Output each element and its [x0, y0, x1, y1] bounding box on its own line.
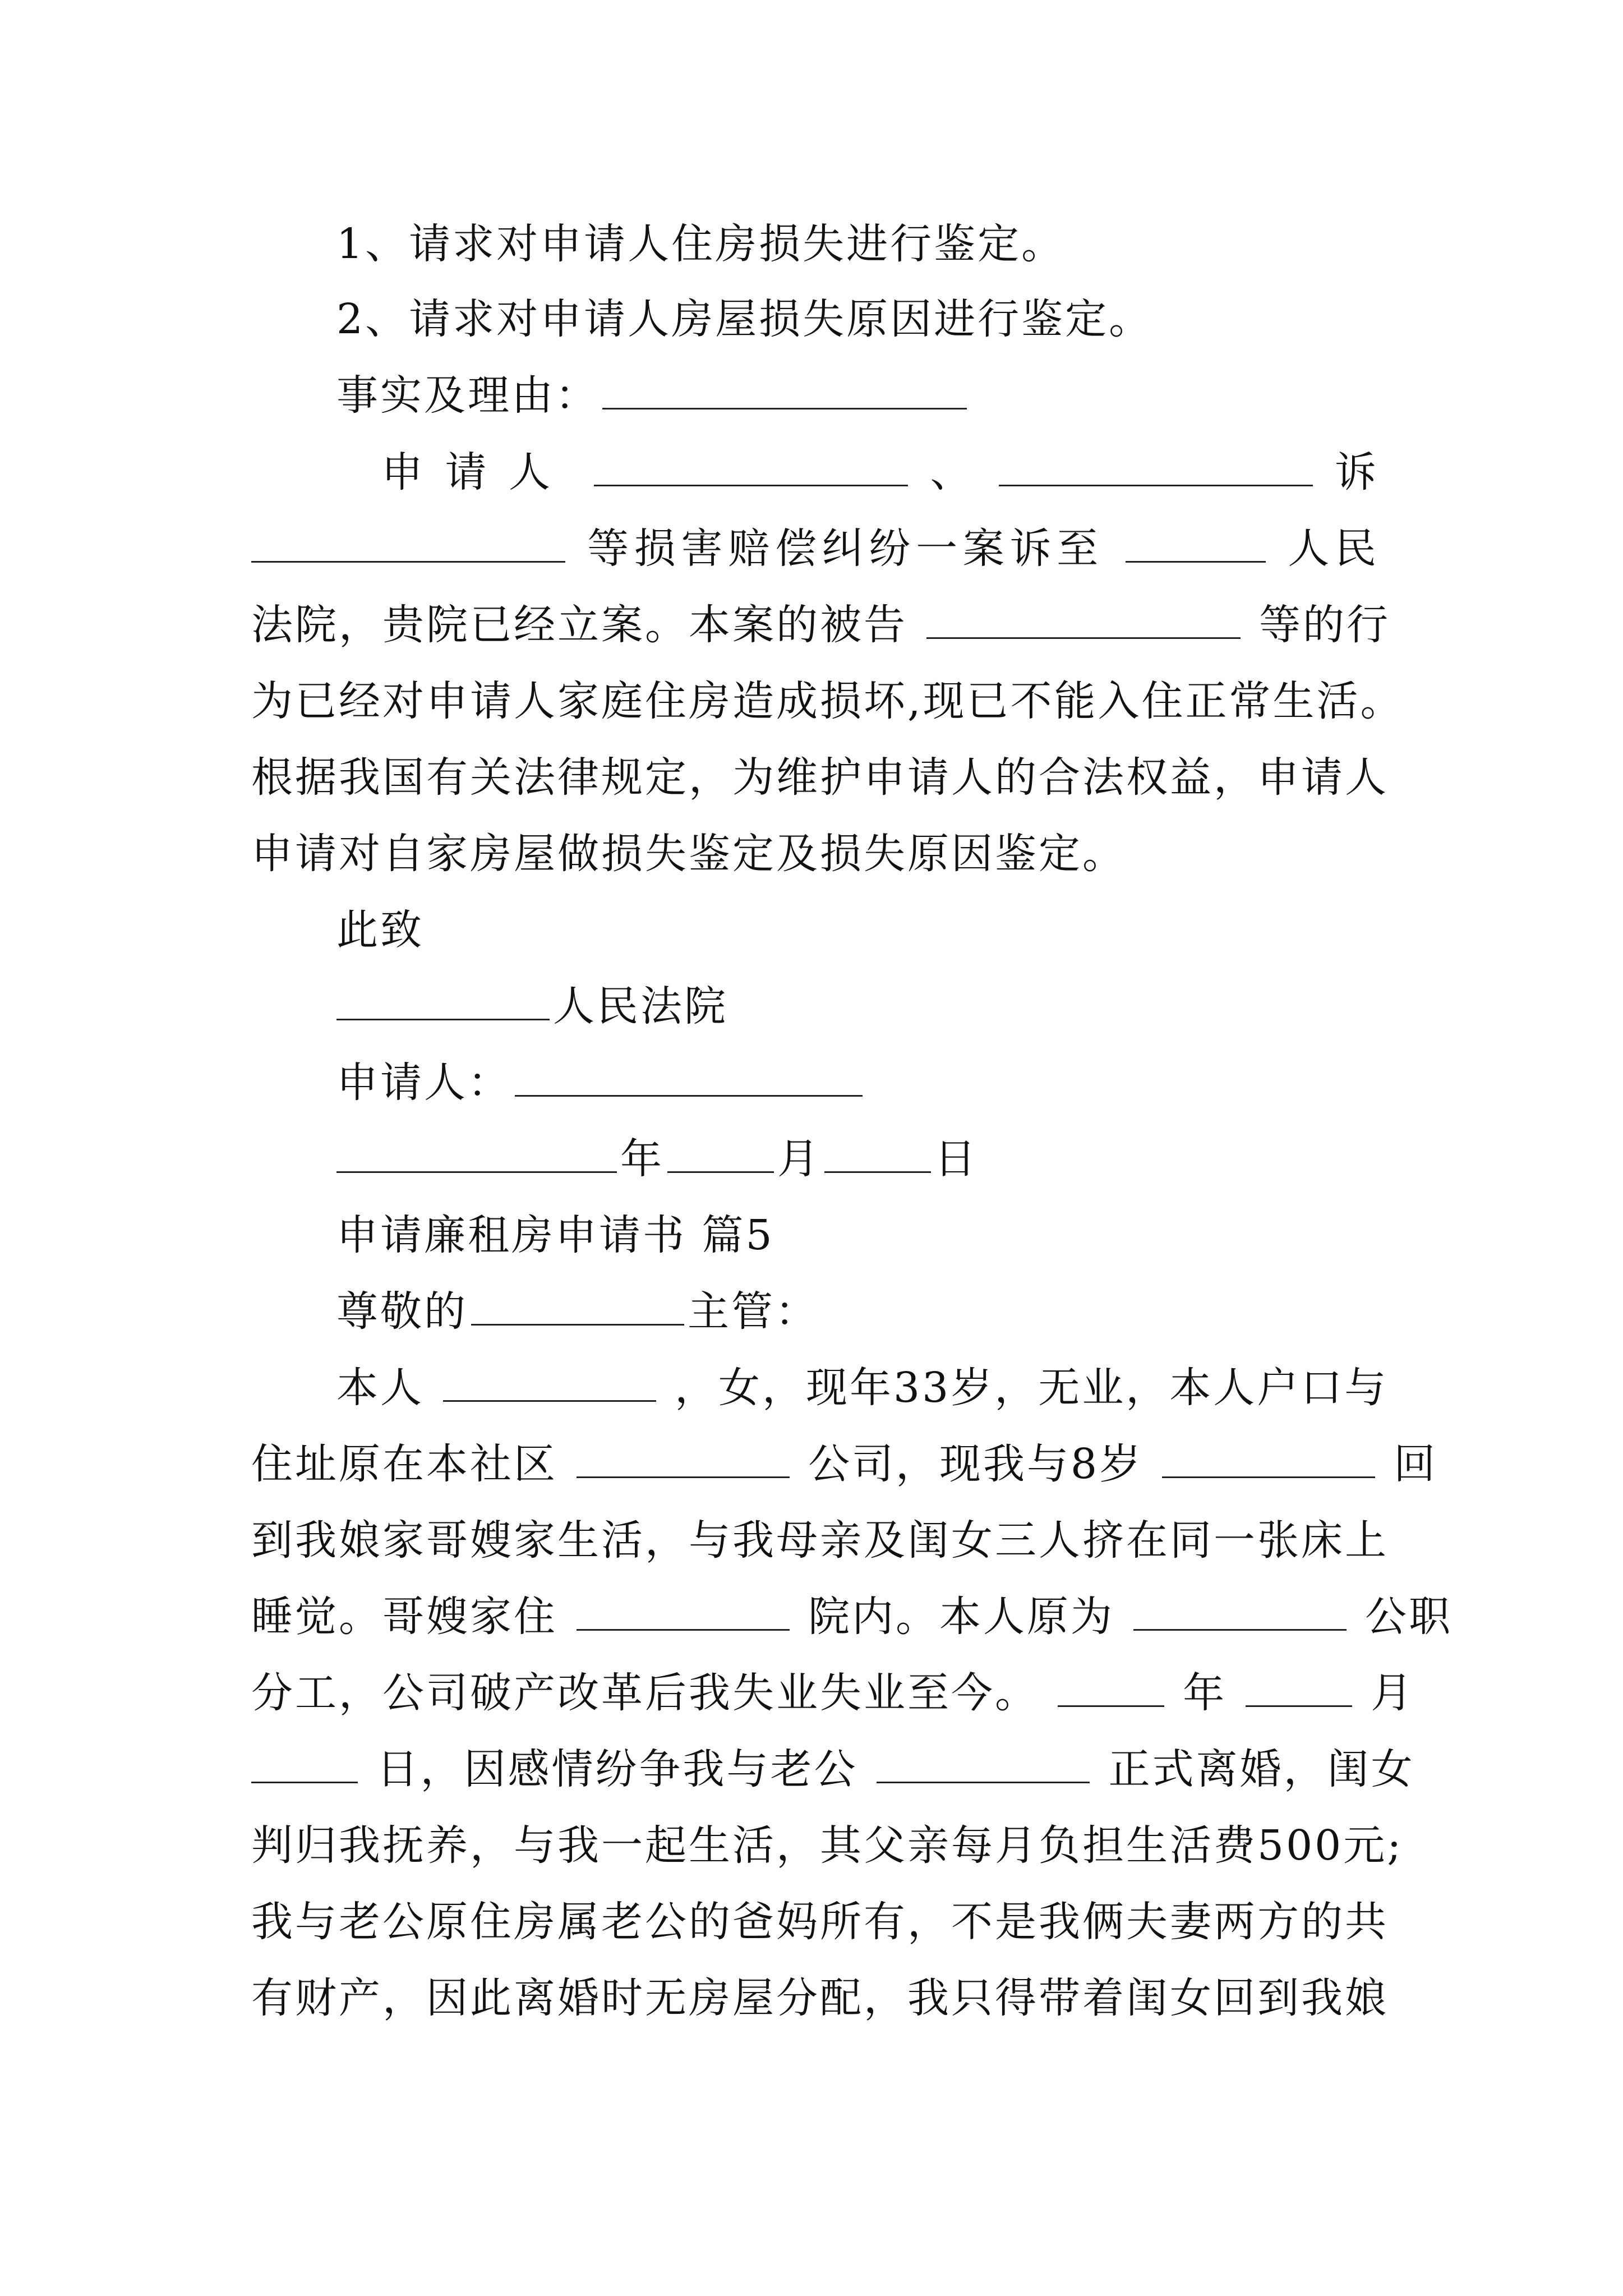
applicant-label: 申请人： — [336, 1059, 511, 1107]
paragraph-line: 申请对自家房屋做损失鉴定及损失原因鉴定。 — [251, 830, 1126, 878]
text-segment: 人民 — [1288, 524, 1378, 573]
blank-field — [251, 522, 565, 563]
blank-field — [577, 1437, 790, 1478]
blank-field — [877, 1742, 1090, 1783]
text-segment: 月 — [1371, 1669, 1415, 1717]
paragraph-line: 我与老公原住房属老公的爸妈所有，不是我俩夫妻两方的共 — [251, 1898, 1389, 1946]
day-label: 日 — [934, 1135, 978, 1183]
text-segment: 正式离婚，闺女 — [1108, 1745, 1415, 1793]
greeting-text: 主管： — [688, 1287, 819, 1336]
paragraph-line: 有财产，因此离婚时无房屋分配，我只得带着闺女回到我娘 — [251, 1974, 1389, 2022]
paragraph-line — [251, 1436, 1438, 1492]
paragraph-line: 根据我国有关法律规定，为维护申请人的合法权益，申请人 — [251, 753, 1389, 802]
paragraph-line: 判归我抚养，与我一起生活，其父亲每月负担生活费500元; — [251, 1821, 1404, 1870]
facts-heading — [336, 367, 1378, 424]
applicant-blank — [515, 1056, 863, 1097]
text-segment: 院内。本人原为 — [808, 1593, 1115, 1641]
date-line — [336, 1131, 1378, 1187]
paragraph-line — [251, 597, 1391, 653]
blank-field — [1162, 1437, 1375, 1478]
text-segment: 住址原在本社区 — [251, 1440, 557, 1488]
paragraph-line — [336, 444, 1378, 500]
text-segment: 日，因感情纷争我与老公 — [376, 1745, 858, 1793]
text-segment: 年 — [1183, 1669, 1227, 1717]
month-label: 月 — [777, 1135, 821, 1183]
court-line — [336, 978, 1378, 1034]
text-segment: 回 — [1394, 1440, 1438, 1488]
text-segment: 等的行 — [1259, 601, 1391, 649]
month-blank — [667, 1132, 774, 1173]
paragraph-line: 到我娘家哥嫂家生活，与我母亲及闺女三人挤在同一张床上 — [251, 1516, 1389, 1565]
text-segment: 分工，公司破产改革后我失业失业至今。 — [251, 1669, 1039, 1717]
text-segment: 公司，现我与8岁 — [808, 1440, 1144, 1488]
text-segment: ，女，现年33岁，无业，本人户口与 — [675, 1364, 1389, 1412]
text-segment: 等损害赔偿纠纷一案诉至 — [587, 524, 1104, 573]
salutation: 此致 — [336, 906, 424, 954]
text-segment: 本人 — [336, 1364, 424, 1412]
month-blank — [1246, 1666, 1352, 1707]
blank-field — [1126, 522, 1266, 563]
year-label: 年 — [620, 1135, 664, 1183]
paragraph-line — [251, 1741, 1415, 1797]
blank-field — [926, 598, 1241, 639]
applicant-line — [336, 1055, 1378, 1111]
paragraph-line — [251, 1589, 1453, 1645]
paragraph-line — [336, 1360, 1389, 1416]
court-label: 人民法院 — [553, 982, 728, 1030]
day-blank — [824, 1132, 931, 1173]
blank-field — [1133, 1590, 1347, 1631]
text-segment: 公职 — [1365, 1593, 1453, 1641]
greeting-text: 尊敬的 — [336, 1287, 468, 1336]
section-title: 申请廉租房申请书 篇5 — [336, 1211, 774, 1259]
request-item-2: 2、请求对申请人房屋损失原因进行鉴定。 — [336, 295, 1153, 343]
year-blank — [336, 1132, 617, 1173]
day-blank — [251, 1742, 358, 1783]
text-segment: 睡觉。哥嫂家住 — [251, 1593, 557, 1641]
greeting-blank — [471, 1285, 684, 1326]
facts-label: 事实及理由： — [336, 371, 599, 420]
request-item-1: 1、请求对申请人住房损失进行鉴定。 — [336, 220, 1066, 268]
text-segment: 法院，贵院已经立案。本案的被告 — [251, 601, 907, 649]
paragraph-line — [251, 521, 1378, 577]
blank-field — [594, 445, 908, 486]
blank-field — [999, 445, 1313, 486]
greeting-line — [336, 1283, 1378, 1340]
paragraph-line: 为已经对申请人家庭住房造成损坏,现已不能入住正常生活。 — [251, 677, 1404, 725]
facts-blank — [602, 369, 967, 409]
name-blank — [443, 1361, 656, 1402]
court-blank — [336, 979, 550, 1020]
year-blank — [1058, 1666, 1164, 1707]
paragraph-line — [251, 1665, 1415, 1721]
blank-field — [577, 1590, 790, 1631]
separator: 、 — [930, 448, 977, 496]
sue-word: 诉 — [1335, 448, 1378, 496]
applicant-word: 申请人 — [381, 448, 573, 496]
